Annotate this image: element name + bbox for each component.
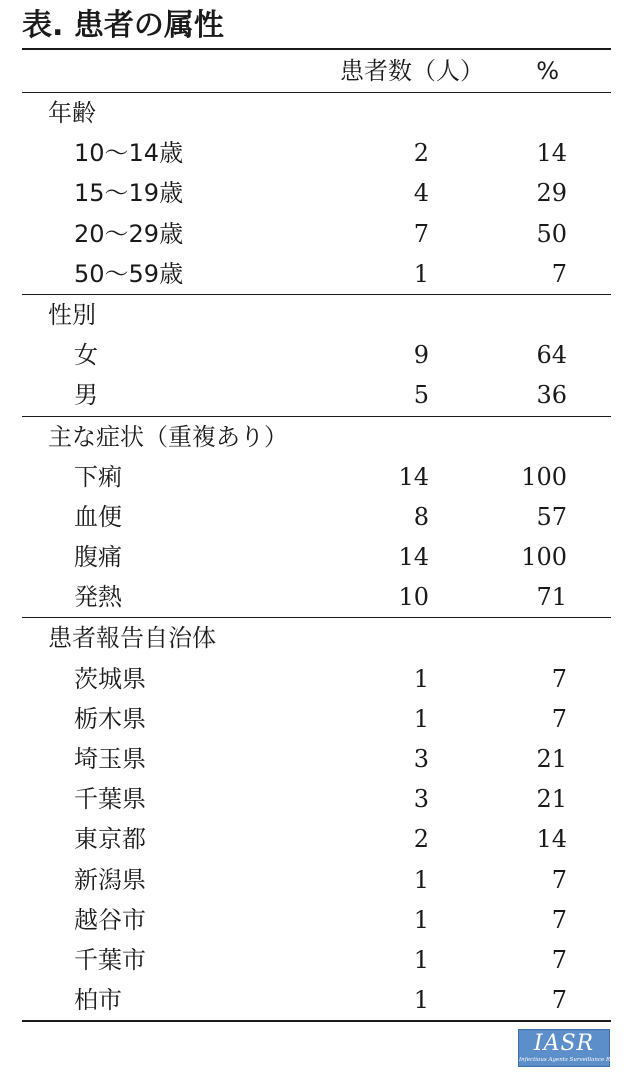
logo-text: IASR <box>533 1031 595 1056</box>
table-row <box>22 577 611 617</box>
table-row <box>22 659 611 699</box>
row-percent: 50 <box>536 219 567 248</box>
section-label: 患者報告自治体 <box>48 624 216 653</box>
row-count: 14 <box>398 462 429 491</box>
row-count: 10 <box>398 583 429 612</box>
row-count: 8 <box>413 502 429 531</box>
iasr-logo <box>518 1029 626 1067</box>
section-row-age <box>22 93 611 133</box>
row-label: 下痢 <box>74 462 122 491</box>
row-label: 15～19歳 <box>74 179 184 208</box>
row-percent: 7 <box>551 664 567 693</box>
row-percent: 29 <box>536 179 567 208</box>
table-row <box>22 335 611 375</box>
section-row-sex <box>22 295 611 335</box>
patient-attributes-table <box>22 48 611 1022</box>
row-label: 新潟県 <box>74 865 146 894</box>
row-label: 血便 <box>74 502 122 531</box>
bottom-rule <box>22 1020 611 1022</box>
row-percent: 100 <box>521 462 567 491</box>
row-label: 50～59歳 <box>74 259 184 288</box>
row-count: 3 <box>413 785 429 814</box>
row-label: 越谷市 <box>74 905 146 934</box>
row-count: 2 <box>413 139 429 168</box>
column-header-count: 患者数（人） <box>340 57 484 85</box>
row-label: 20～29歳 <box>74 219 184 248</box>
row-count: 2 <box>413 825 429 854</box>
row-count: 1 <box>413 704 429 733</box>
table-row <box>22 133 611 173</box>
row-label: 茨城県 <box>74 664 146 693</box>
table-row <box>22 375 611 415</box>
row-percent: 7 <box>551 905 567 934</box>
section-label: 主な症状（重複あり） <box>48 422 288 451</box>
row-percent: 21 <box>536 785 567 814</box>
table-title: 表. 患者の属性 <box>22 8 224 43</box>
row-count: 5 <box>413 381 429 410</box>
row-percent: 7 <box>551 704 567 733</box>
column-header-percent: % <box>536 57 559 85</box>
table-row <box>22 457 611 497</box>
table-row <box>22 699 611 739</box>
row-count: 4 <box>413 179 429 208</box>
row-percent: 14 <box>536 825 567 854</box>
row-count: 1 <box>413 945 429 974</box>
section-row-reporting-municipality <box>22 618 611 658</box>
row-label: 10～14歳 <box>74 139 184 168</box>
row-count: 14 <box>398 543 429 572</box>
table-row <box>22 739 611 779</box>
row-label: 千葉市 <box>74 945 146 974</box>
table-row <box>22 497 611 537</box>
row-percent: 7 <box>551 259 567 288</box>
table-row <box>22 860 611 900</box>
row-percent: 36 <box>536 381 567 410</box>
section-label: 年齢 <box>48 99 96 127</box>
table-header-row <box>22 50 611 92</box>
row-percent: 57 <box>536 502 567 531</box>
row-label: 女 <box>74 341 98 370</box>
row-label: 埼玉県 <box>74 745 146 773</box>
table-row <box>22 173 611 213</box>
table-row <box>22 819 611 859</box>
row-percent: 14 <box>536 139 567 168</box>
row-count: 7 <box>413 219 429 248</box>
section-row-symptoms <box>22 417 611 457</box>
row-count: 1 <box>413 865 429 894</box>
table-row <box>22 214 611 254</box>
row-count: 1 <box>413 905 429 934</box>
table-row <box>22 537 611 577</box>
row-label: 栃木県 <box>74 704 146 733</box>
row-count: 1 <box>413 664 429 693</box>
row-count: 3 <box>413 745 429 773</box>
section-label: 性別 <box>48 300 96 329</box>
table-row <box>22 940 611 980</box>
row-label: 腹痛 <box>74 543 122 572</box>
row-label: 千葉県 <box>74 785 146 814</box>
table-row <box>22 779 611 819</box>
logo-subtext: Infectious Agents Surveillance Report <box>519 1057 626 1063</box>
row-label: 柏市 <box>74 986 122 1015</box>
row-count: 1 <box>413 986 429 1015</box>
table-row <box>22 900 611 940</box>
row-count: 1 <box>413 259 429 288</box>
row-label: 男 <box>74 381 98 410</box>
row-label: 東京都 <box>74 825 146 854</box>
row-count: 9 <box>413 341 429 370</box>
row-percent: 64 <box>536 341 567 370</box>
table-row <box>22 254 611 294</box>
row-percent: 71 <box>536 583 567 612</box>
row-percent: 7 <box>551 865 567 894</box>
row-percent: 100 <box>521 543 567 572</box>
table-row <box>22 980 611 1020</box>
row-percent: 7 <box>551 986 567 1015</box>
row-label: 発熱 <box>74 583 122 612</box>
row-percent: 7 <box>551 945 567 974</box>
row-percent: 21 <box>536 745 567 773</box>
